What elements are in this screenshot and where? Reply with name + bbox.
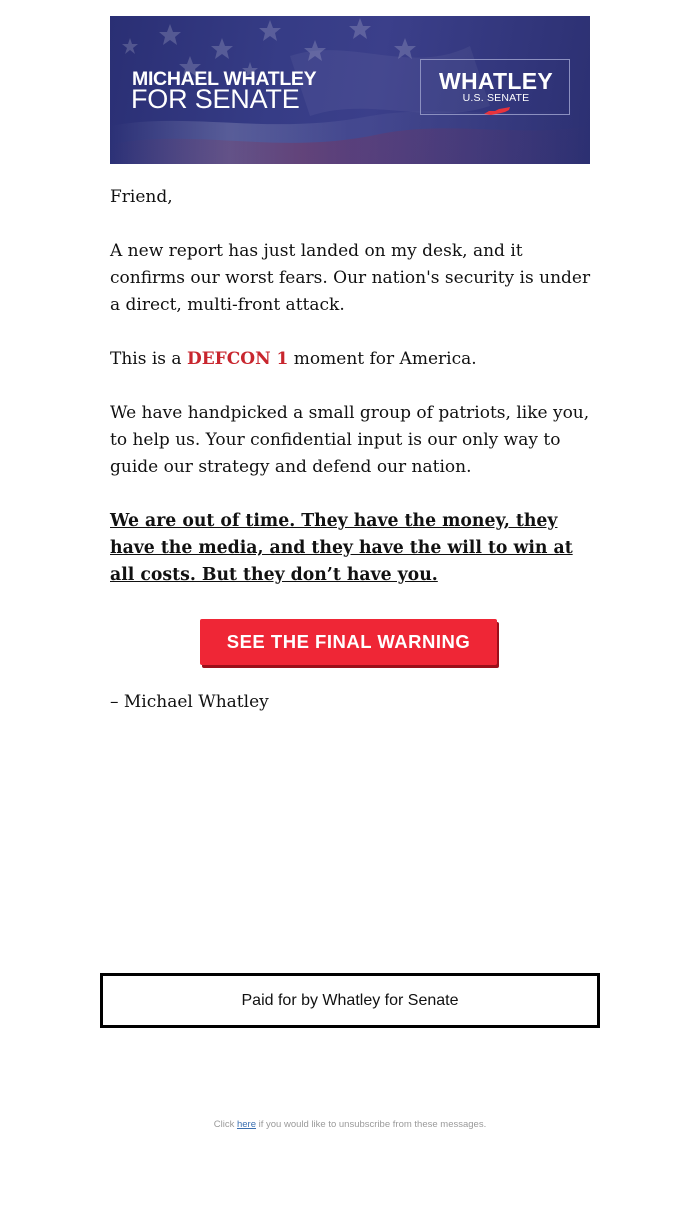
unsubscribe-link[interactable]: here [236, 1119, 256, 1130]
paid-for-disclaimer: Paid for by Whatley for Senate [100, 973, 600, 1028]
defcon-prefix: This is a [110, 349, 187, 369]
logo-name: WHATLEY [438, 68, 554, 94]
defcon-highlight: DEFCON 1 [186, 349, 289, 369]
unsubscribe-footer [0, 1119, 700, 1130]
logo-subtitle: U.S. SENATE [462, 92, 530, 104]
defcon-suffix: moment for America. [288, 349, 477, 369]
footer-suffix: if you would like to unsubscribe from these messages. [256, 1119, 487, 1130]
footer-prefix: Click [213, 1119, 237, 1130]
paragraph-report: A new report has just landed on my desk, and it confirms our worst fears. Our nation's security is under a direct, multi-front attack. [110, 241, 591, 315]
banner-title-line2: FOR SENATE [131, 84, 300, 114]
paragraph-patriots: We have handpicked a small group of patriots, like you, to help us. Your confidential input is our only way to guide our strategy and defend our nation. [110, 403, 590, 477]
greeting: Friend, [110, 187, 173, 207]
signoff: – Michael Whatley [110, 692, 269, 712]
campaign-logo [420, 59, 570, 115]
north-carolina-icon [483, 106, 511, 116]
final-warning-button[interactable]: SEE THE FINAL WARNING [200, 619, 497, 665]
paragraph-out-of-time: We are out of time. They have the money, they have the media, and they have the will to win at all costs. But they don’t have you. [110, 511, 573, 585]
banner-title-line1: MICHAEL WHATLEY [132, 68, 317, 90]
header-banner [110, 16, 590, 164]
paragraph-defcon [110, 346, 592, 373]
